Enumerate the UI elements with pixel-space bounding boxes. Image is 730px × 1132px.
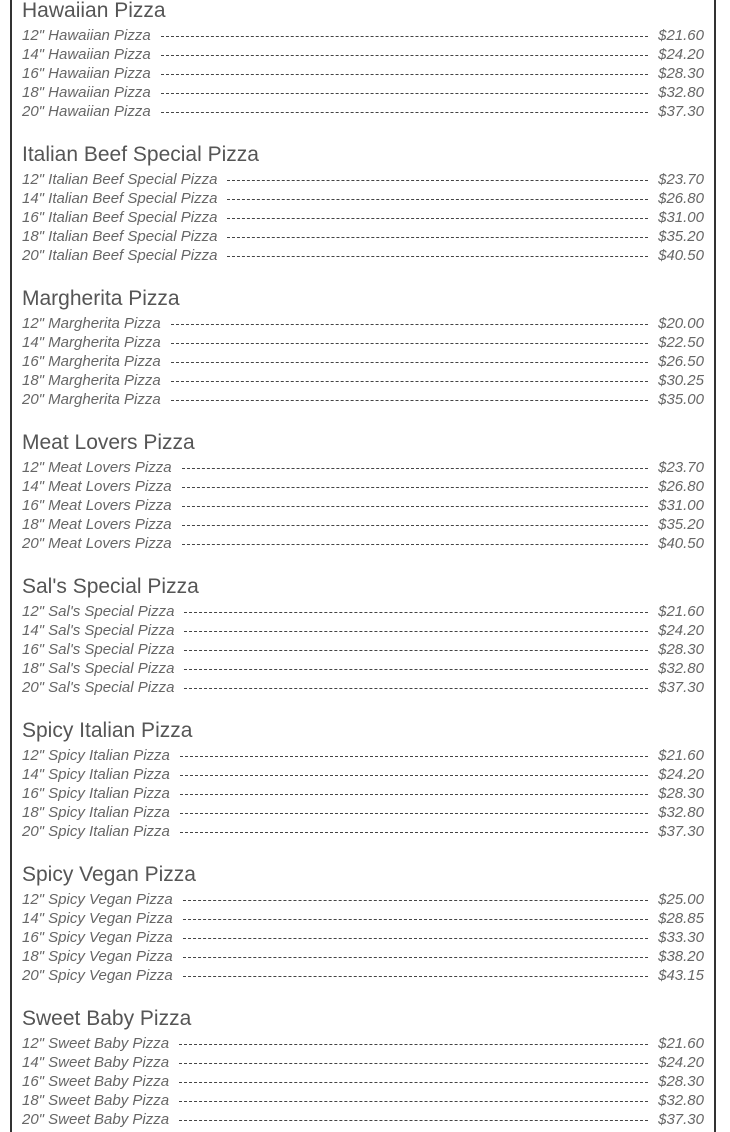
dotted-leader xyxy=(161,93,648,94)
item-name: 12" Italian Beef Special Pizza xyxy=(22,171,218,188)
item-price: $40.50 xyxy=(658,247,704,264)
item-price: $26.50 xyxy=(658,353,704,370)
menu-item-row xyxy=(22,333,704,352)
dotted-leader xyxy=(183,900,648,901)
item-price: $25.00 xyxy=(658,891,704,908)
item-name: 18" Margherita Pizza xyxy=(22,372,161,389)
dotted-leader xyxy=(227,218,648,219)
menu-item-row xyxy=(22,621,704,640)
menu-item-row xyxy=(22,64,704,83)
item-price: $28.30 xyxy=(658,785,704,802)
menu-item-row xyxy=(22,170,704,189)
dotted-leader xyxy=(183,938,648,939)
menu-item-row xyxy=(22,246,704,265)
menu-item-row xyxy=(22,947,704,966)
item-name: 18" Sal's Special Pizza xyxy=(22,660,175,677)
item-name: 20" Hawaiian Pizza xyxy=(22,103,151,120)
item-price: $21.60 xyxy=(658,1035,704,1052)
menu-item-row xyxy=(22,45,704,64)
menu-item-row xyxy=(22,314,704,333)
item-name: 16" Margherita Pizza xyxy=(22,353,161,370)
item-price: $21.60 xyxy=(658,747,704,764)
item-name: 14" Spicy Italian Pizza xyxy=(22,766,170,783)
item-name: 12" Sweet Baby Pizza xyxy=(22,1035,170,1052)
menu-item-row xyxy=(22,496,704,515)
section-title: Spicy Vegan Pizza xyxy=(22,863,196,886)
menu-item-row xyxy=(22,1110,704,1129)
section-title: Sweet Baby Pizza xyxy=(22,1007,192,1030)
menu-item-row xyxy=(22,966,704,985)
item-price: $26.80 xyxy=(658,478,704,495)
item-name: 18" Italian Beef Special Pizza xyxy=(22,228,218,245)
item-price: $24.20 xyxy=(658,766,704,783)
section-title: Italian Beef Special Pizza xyxy=(22,143,259,166)
item-name: 16" Spicy Vegan Pizza xyxy=(22,929,173,946)
item-name: 20" Margherita Pizza xyxy=(22,391,161,408)
dotted-leader xyxy=(161,55,648,56)
item-name: 20" Spicy Italian Pizza xyxy=(22,823,170,840)
item-price: $37.30 xyxy=(658,679,704,696)
menu-section xyxy=(22,424,704,553)
menu-item-row xyxy=(22,189,704,208)
item-name: 12" Spicy Italian Pizza xyxy=(22,747,170,764)
dotted-leader xyxy=(179,1101,648,1102)
menu-item-row xyxy=(22,803,704,822)
item-price: $31.00 xyxy=(658,497,704,514)
dotted-leader xyxy=(171,324,648,325)
menu-item-row xyxy=(22,83,704,102)
menu-item-row xyxy=(22,640,704,659)
menu-item-row xyxy=(22,458,704,477)
item-price: $23.70 xyxy=(658,171,704,188)
menu-item-row xyxy=(22,678,704,697)
dotted-leader xyxy=(180,832,648,833)
item-name: 12" Margherita Pizza xyxy=(22,315,161,332)
menu-item-row xyxy=(22,746,704,765)
menu-item-row xyxy=(22,909,704,928)
item-name: 14" Sweet Baby Pizza xyxy=(22,1054,170,1071)
dotted-leader xyxy=(183,957,648,958)
section-title: Spicy Italian Pizza xyxy=(22,719,193,742)
menu-section xyxy=(22,568,704,697)
menu-item-row xyxy=(22,1034,704,1053)
item-name: 12" Sal's Special Pizza xyxy=(22,603,175,620)
dotted-leader xyxy=(161,74,648,75)
menu-section xyxy=(22,136,704,265)
item-name: 20" Italian Beef Special Pizza xyxy=(22,247,218,264)
dotted-leader xyxy=(179,1120,648,1121)
menu-item-row xyxy=(22,1091,704,1110)
dotted-leader xyxy=(171,362,648,363)
menu-item-row xyxy=(22,534,704,553)
item-price: $28.30 xyxy=(658,641,704,658)
menu-page xyxy=(10,0,716,1132)
dotted-leader xyxy=(180,794,648,795)
menu-sections xyxy=(22,0,704,1129)
item-name: 14" Italian Beef Special Pizza xyxy=(22,190,218,207)
item-name: 20" Sweet Baby Pizza xyxy=(22,1111,170,1128)
item-price: $32.80 xyxy=(658,660,704,677)
dotted-leader xyxy=(184,650,648,651)
item-name: 18" Hawaiian Pizza xyxy=(22,84,151,101)
item-price: $32.80 xyxy=(658,84,704,101)
menu-item-row xyxy=(22,659,704,678)
menu-item-row xyxy=(22,602,704,621)
dotted-leader xyxy=(182,525,649,526)
item-price: $30.25 xyxy=(658,372,704,389)
menu-item-row xyxy=(22,784,704,803)
item-name: 14" Sal's Special Pizza xyxy=(22,622,175,639)
menu-item-row xyxy=(22,1072,704,1091)
section-title: Sal's Special Pizza xyxy=(22,575,199,598)
section-title: Meat Lovers Pizza xyxy=(22,431,195,454)
dotted-leader xyxy=(184,631,648,632)
dotted-leader xyxy=(184,612,648,613)
menu-item-row xyxy=(22,227,704,246)
item-name: 18" Meat Lovers Pizza xyxy=(22,516,172,533)
dotted-leader xyxy=(182,506,649,507)
item-name: 20" Sal's Special Pizza xyxy=(22,679,175,696)
item-price: $38.20 xyxy=(658,948,704,965)
menu-item-row xyxy=(22,822,704,841)
dotted-leader xyxy=(180,775,648,776)
item-name: 14" Spicy Vegan Pizza xyxy=(22,910,173,927)
item-price: $24.20 xyxy=(658,46,704,63)
menu-item-row xyxy=(22,371,704,390)
item-name: 14" Hawaiian Pizza xyxy=(22,46,151,63)
dotted-leader xyxy=(179,1063,648,1064)
item-price: $37.30 xyxy=(658,103,704,120)
item-price: $28.30 xyxy=(658,1073,704,1090)
dotted-leader xyxy=(183,976,648,977)
menu-item-row xyxy=(22,352,704,371)
item-price: $21.60 xyxy=(658,603,704,620)
dotted-leader xyxy=(180,756,648,757)
item-price: $31.00 xyxy=(658,209,704,226)
menu-section xyxy=(22,856,704,985)
item-name: 16" Sweet Baby Pizza xyxy=(22,1073,170,1090)
dotted-leader xyxy=(161,36,648,37)
item-name: 16" Hawaiian Pizza xyxy=(22,65,151,82)
item-name: 12" Hawaiian Pizza xyxy=(22,27,151,44)
item-price: $37.30 xyxy=(658,1111,704,1128)
item-name: 20" Spicy Vegan Pizza xyxy=(22,967,173,984)
item-price: $35.00 xyxy=(658,391,704,408)
menu-item-row xyxy=(22,208,704,227)
item-name: 14" Meat Lovers Pizza xyxy=(22,478,172,495)
dotted-leader xyxy=(182,544,649,545)
dotted-leader xyxy=(161,112,648,113)
item-name: 12" Spicy Vegan Pizza xyxy=(22,891,173,908)
dotted-leader xyxy=(171,343,648,344)
item-price: $32.80 xyxy=(658,804,704,821)
menu-item-row xyxy=(22,515,704,534)
item-price: $43.15 xyxy=(658,967,704,984)
dotted-leader xyxy=(179,1044,648,1045)
item-name: 20" Meat Lovers Pizza xyxy=(22,535,172,552)
item-price: $37.30 xyxy=(658,823,704,840)
dotted-leader xyxy=(180,813,648,814)
item-price: $21.60 xyxy=(658,27,704,44)
item-name: 18" Spicy Italian Pizza xyxy=(22,804,170,821)
menu-section xyxy=(22,280,704,409)
dotted-leader xyxy=(184,688,648,689)
item-name: 18" Sweet Baby Pizza xyxy=(22,1092,170,1109)
dotted-leader xyxy=(227,237,648,238)
item-price: $24.20 xyxy=(658,1054,704,1071)
menu-section xyxy=(22,1000,704,1129)
item-name: 16" Meat Lovers Pizza xyxy=(22,497,172,514)
dotted-leader xyxy=(182,468,649,469)
item-name: 16" Spicy Italian Pizza xyxy=(22,785,170,802)
menu-item-row xyxy=(22,928,704,947)
dotted-leader xyxy=(179,1082,648,1083)
menu-item-row xyxy=(22,390,704,409)
item-name: 16" Sal's Special Pizza xyxy=(22,641,175,658)
menu-item-row xyxy=(22,765,704,784)
item-price: $23.70 xyxy=(658,459,704,476)
item-price: $20.00 xyxy=(658,315,704,332)
item-price: $26.80 xyxy=(658,190,704,207)
item-price: $40.50 xyxy=(658,535,704,552)
menu-item-row xyxy=(22,477,704,496)
dotted-leader xyxy=(227,256,648,257)
item-price: $22.50 xyxy=(658,334,704,351)
menu-section xyxy=(22,712,704,841)
dotted-leader xyxy=(227,199,648,200)
item-price: $28.30 xyxy=(658,65,704,82)
dotted-leader xyxy=(182,487,649,488)
item-price: $28.85 xyxy=(658,910,704,927)
section-title: Hawaiian Pizza xyxy=(22,0,166,22)
menu-section xyxy=(22,0,704,121)
item-price: $32.80 xyxy=(658,1092,704,1109)
section-title: Margherita Pizza xyxy=(22,287,180,310)
menu-item-row xyxy=(22,890,704,909)
menu-item-row xyxy=(22,102,704,121)
dotted-leader xyxy=(171,381,648,382)
item-price: $35.20 xyxy=(658,516,704,533)
item-name: 12" Meat Lovers Pizza xyxy=(22,459,172,476)
item-name: 16" Italian Beef Special Pizza xyxy=(22,209,218,226)
item-price: $33.30 xyxy=(658,929,704,946)
menu-item-row xyxy=(22,1053,704,1072)
item-name: 14" Margherita Pizza xyxy=(22,334,161,351)
item-price: $35.20 xyxy=(658,228,704,245)
dotted-leader xyxy=(183,919,648,920)
dotted-leader xyxy=(171,400,648,401)
item-price: $24.20 xyxy=(658,622,704,639)
item-name: 18" Spicy Vegan Pizza xyxy=(22,948,173,965)
dotted-leader xyxy=(184,669,648,670)
dotted-leader xyxy=(227,180,648,181)
menu-item-row xyxy=(22,26,704,45)
